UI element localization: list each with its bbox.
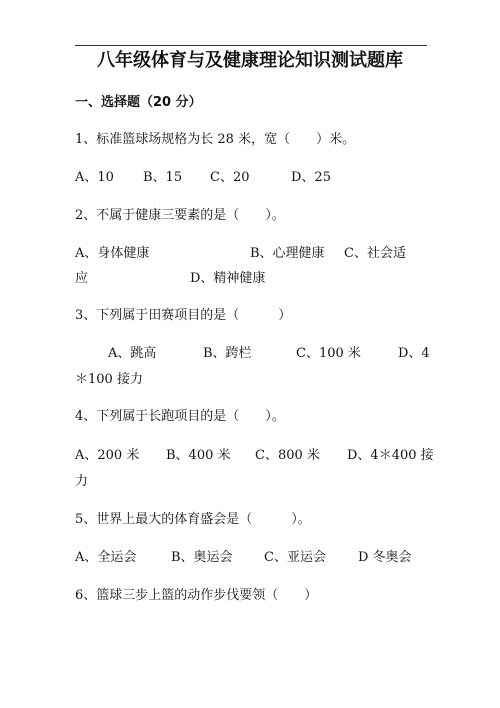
q3-option-d-cont: ＊100 接力 bbox=[75, 372, 143, 387]
q5-option-c: C、亚运会 bbox=[264, 550, 326, 565]
q3-option-b: B、跨栏 bbox=[203, 346, 252, 361]
section-heading: 一、选择题（20 分） bbox=[75, 95, 202, 110]
q3-option-a: A、跳高 bbox=[108, 346, 157, 361]
q2-option-d: D、精神健康 bbox=[190, 271, 266, 286]
header-rule bbox=[75, 45, 427, 46]
question-1: 1、标准篮球场规格为长 28 米，宽（ ）米。 bbox=[75, 132, 356, 147]
q4-option-d: D、4＊400 接 bbox=[347, 448, 434, 463]
q1-option-c: C、20 bbox=[210, 170, 250, 185]
q4-option-a: A、200 米 bbox=[75, 448, 140, 463]
q5-option-a: A、全运会 bbox=[75, 550, 137, 565]
question-2: 2、不属于健康三要素的是（ ）。 bbox=[75, 208, 285, 223]
question-3: 3、下列属于田赛项目的是（ ） bbox=[75, 308, 292, 323]
q4-option-b: B、400 米 bbox=[166, 448, 231, 463]
q4-option-d-cont: 力 bbox=[75, 474, 89, 489]
q2-option-c: C、社会适 bbox=[344, 246, 406, 261]
q2-option-a: A、身体健康 bbox=[75, 246, 150, 261]
question-4: 4、下列属于长跑项目的是（ ）。 bbox=[75, 409, 285, 424]
q1-option-d: D、25 bbox=[291, 170, 331, 185]
page-title: 八年级体育与及健康理论知识测试题库 bbox=[97, 50, 403, 71]
question-5: 5、世界上最大的体育盛会是（ ）。 bbox=[75, 512, 311, 527]
q4-option-c: C、800 米 bbox=[255, 448, 320, 463]
q1-option-a: A、10 bbox=[75, 170, 114, 185]
q5-option-d: D 冬奥会 bbox=[358, 550, 412, 565]
q1-option-b: B、15 bbox=[143, 170, 183, 185]
q2-option-c-cont: 应 bbox=[75, 271, 89, 286]
q3-option-d: D、4 bbox=[398, 346, 430, 361]
q2-option-b: B、心理健康 bbox=[250, 246, 325, 261]
question-6: 6、篮球三步上篮的动作步伐要领（ ） bbox=[75, 588, 318, 603]
q5-option-b: B、奥运会 bbox=[171, 550, 233, 565]
q3-option-c: C、100 米 bbox=[296, 346, 361, 361]
